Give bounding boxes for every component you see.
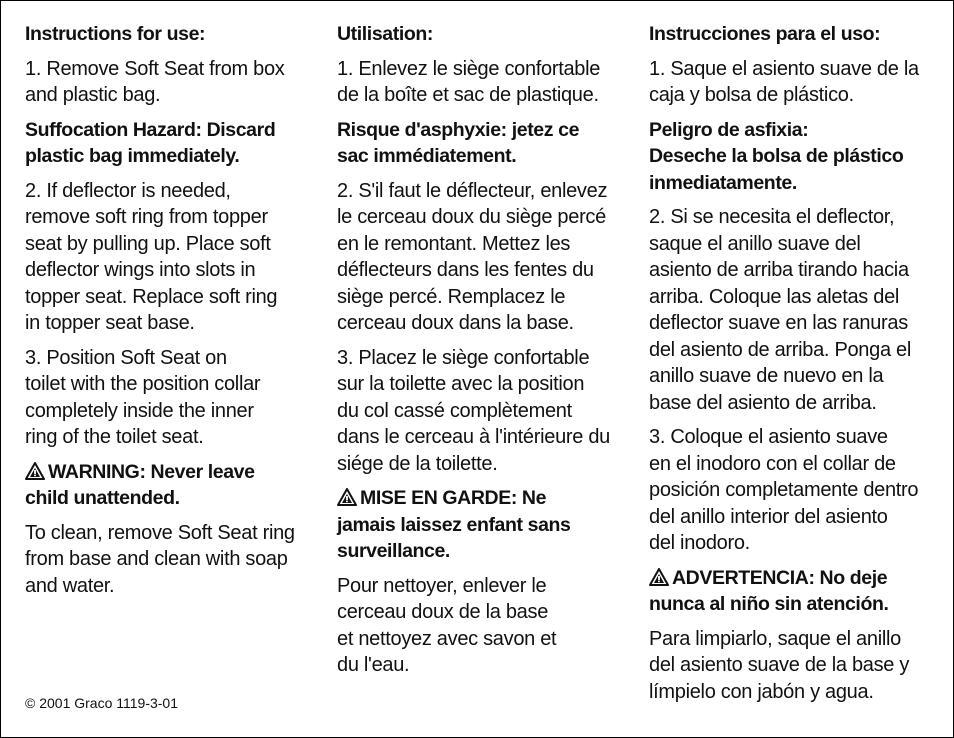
english-warning-text: WARNING: Never leave child unattended. — [25, 460, 255, 509]
spanish-step-2: 2. Si se necesita el deflector, saque el anillo suave del asiento de arriba tirando hacia arriba. Coloque las aletas del deflector suave en las ranuras del asiento de arriba. Ponga el anillo suave de nuevo en la base del asiento de arriba. — [649, 206, 911, 414]
french-warning-text: MISE EN GARDE: Ne jamais laissez enfant sans surveillance. — [337, 487, 571, 562]
english-warning — [25, 459, 317, 512]
french-step-1: 1. Enlevez le siège confortable de la boîte et sac de plastique. — [337, 57, 601, 106]
french-cleaning: Pour nettoyer, enlever le cerceau doux de la base et nettoyez avec savon et du l'eau. — [337, 574, 557, 676]
french-suffocation-hazard: Risque d'asphyxie: jetez ce sac immédiatement. — [337, 118, 580, 167]
english-heading: Instructions for use: — [25, 23, 206, 45]
english-suffocation-hazard: Suffocation Hazard: Discard plastic bag immediately. — [25, 118, 276, 167]
french-step-3: 3. Placez le siège confortable sur la toilette avec la position du col cassé complètement dans le cerceau à l'intérieure du siége de la toilette. — [337, 346, 610, 475]
english-cleaning: To clean, remove Soft Seat ring from base and clean with soap and water. — [25, 521, 295, 597]
french-heading: Utilisation: — [337, 23, 433, 45]
english-step-2: 2. If deflector is needed, remove soft ring from topper seat by pulling up. Place soft deflector wings into slots in topper seat. Replace soft ring in topper seat base. — [25, 179, 278, 334]
spanish-warning-text: ADVERTENCIA: No deje nunca al niño sin atención. — [649, 566, 889, 615]
copyright-notice: © 2001 Graco 1119-3-01 — [25, 695, 179, 711]
spanish-warning — [649, 565, 939, 618]
french-step-2: 2. S'il faut le déflecteur, enlevez le cerceau doux du siège percé en le remontant. Mettez les déflecteurs dans les fentes du siège percé. Remplacez le cerceau doux dans la base. — [337, 179, 608, 334]
english-column — [25, 21, 317, 599]
spanish-step-3: 3. Coloque el asiento suave en el inodoro con el collar de posición completamente dentro del anillo interior del asiento del inodoro. — [649, 426, 919, 554]
spanish-column — [649, 21, 939, 705]
spanish-step-1: 1. Saque el asiento suave de la caja y bolsa de plástico. — [649, 57, 919, 106]
spanish-suffocation-hazard: Peligro de asfixia: Deseche la bolsa de plástico inmediatamente. — [649, 118, 904, 194]
french-column — [337, 21, 627, 679]
english-step-1: 1. Remove Soft Seat from box and plastic bag. — [25, 57, 285, 106]
english-step-3: 3. Position Soft Seat on toilet with the position collar completely inside the inner ring of the toilet seat. — [25, 346, 261, 448]
warning-triangle-icon — [25, 462, 45, 480]
french-warning — [337, 485, 627, 565]
spanish-cleaning: Para limpiarlo, saque el anillo del asiento suave de la base y límpielo con jabón y agua. — [649, 627, 910, 703]
warning-triangle-icon — [337, 488, 357, 506]
spanish-heading: Instrucciones para el uso: — [649, 23, 881, 45]
warning-triangle-icon — [649, 568, 669, 586]
